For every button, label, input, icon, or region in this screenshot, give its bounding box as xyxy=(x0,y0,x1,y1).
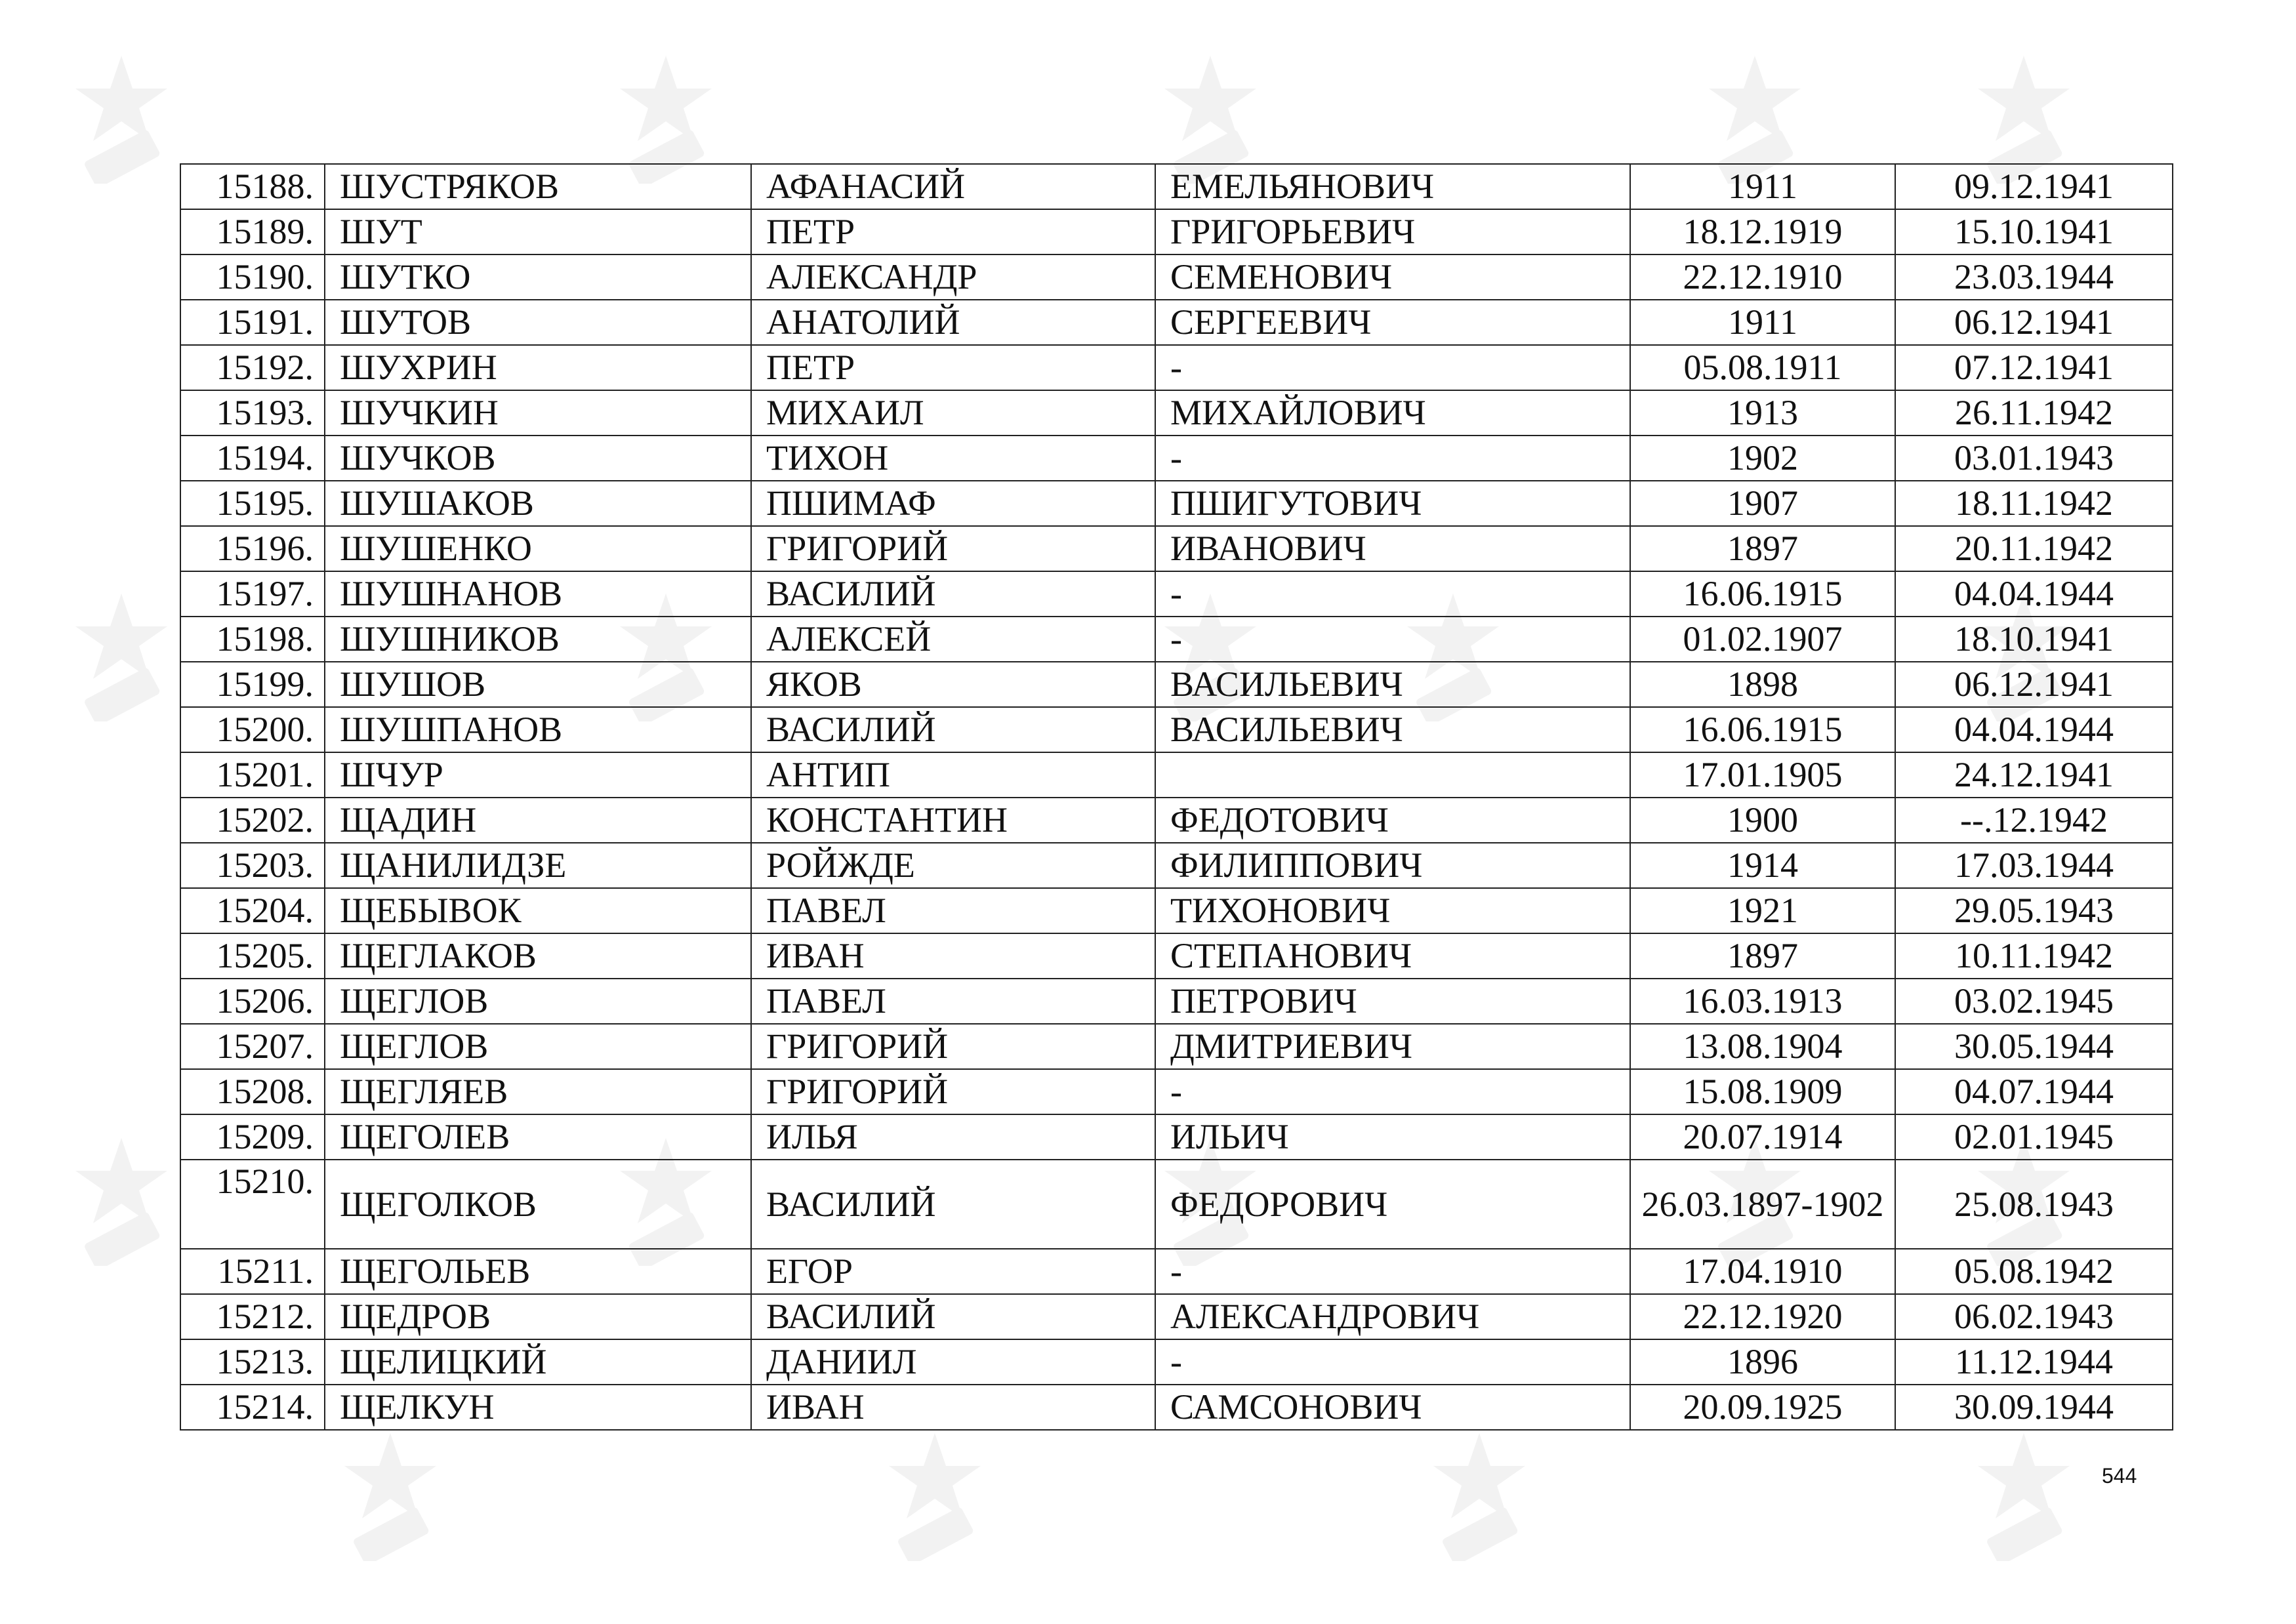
patronymic-cell: ФИЛИППОВИЧ xyxy=(1155,843,1630,888)
record-number-cell: 15189. xyxy=(180,209,325,254)
patronymic-cell: - xyxy=(1155,1069,1630,1114)
watermark-emblem xyxy=(72,52,171,184)
first-name-cell: ТИХОН xyxy=(751,436,1155,481)
death-date-cell: 05.08.1942 xyxy=(1895,1249,2173,1294)
patronymic-cell: ИВАНОВИЧ xyxy=(1155,526,1630,571)
table-row xyxy=(180,571,2173,617)
surname-cell: ШУШОВ xyxy=(325,662,751,707)
record-number-cell: 15191. xyxy=(180,300,325,345)
death-date-cell: 18.10.1941 xyxy=(1895,617,2173,662)
table-row xyxy=(180,1249,2173,1294)
patronymic-cell: ЕМЕЛЬЯНОВИЧ xyxy=(1155,164,1630,209)
surname-cell: ЩАНИЛИДЗЕ xyxy=(325,843,751,888)
first-name-cell: РОЙЖДЕ xyxy=(751,843,1155,888)
surname-cell: ШУШАКОВ xyxy=(325,481,751,526)
record-number-cell: 15193. xyxy=(180,390,325,436)
patronymic-cell: - xyxy=(1155,571,1630,617)
death-date-cell: 18.11.1942 xyxy=(1895,481,2173,526)
patronymic-cell: ВАСИЛЬЕВИЧ xyxy=(1155,662,1630,707)
birth-date-cell: 16.06.1915 xyxy=(1630,707,1895,752)
table-row xyxy=(180,1294,2173,1339)
patronymic-cell: ДМИТРИЕВИЧ xyxy=(1155,1024,1630,1069)
birth-date-cell: 1911 xyxy=(1630,300,1895,345)
record-number-cell: 15212. xyxy=(180,1294,325,1339)
first-name-cell: ВАСИЛИЙ xyxy=(751,707,1155,752)
first-name-cell: АНТИП xyxy=(751,752,1155,798)
birth-date-cell: 17.04.1910 xyxy=(1630,1249,1895,1294)
surname-cell: ЩЕДРОВ xyxy=(325,1294,751,1339)
table-row xyxy=(180,1069,2173,1114)
surname-cell: ЩЕГОЛКОВ xyxy=(325,1160,751,1249)
birth-date-cell: 22.12.1910 xyxy=(1630,254,1895,300)
first-name-cell: МИХАИЛ xyxy=(751,390,1155,436)
birth-date-cell: 16.03.1913 xyxy=(1630,979,1895,1024)
birth-date-cell: 1907 xyxy=(1630,481,1895,526)
first-name-cell: ДАНИИЛ xyxy=(751,1339,1155,1385)
patronymic-cell: - xyxy=(1155,436,1630,481)
record-number-cell: 15204. xyxy=(180,888,325,933)
table-row xyxy=(180,164,2173,209)
watermark-emblem xyxy=(1430,1430,1528,1561)
first-name-cell: КОНСТАНТИН xyxy=(751,798,1155,843)
surname-cell: ЩЕГОЛЕВ xyxy=(325,1114,751,1160)
record-number-cell: 15205. xyxy=(180,933,325,979)
table-row xyxy=(180,1339,2173,1385)
table-row xyxy=(180,300,2173,345)
table-row xyxy=(180,526,2173,571)
first-name-cell: ВАСИЛИЙ xyxy=(751,1294,1155,1339)
table-row xyxy=(180,254,2173,300)
death-date-cell: 06.02.1943 xyxy=(1895,1294,2173,1339)
table-row xyxy=(180,345,2173,390)
record-number-cell: 15190. xyxy=(180,254,325,300)
patronymic-cell xyxy=(1155,752,1630,798)
record-number-cell: 15211. xyxy=(180,1249,325,1294)
birth-date-cell: 1914 xyxy=(1630,843,1895,888)
record-number-cell: 15195. xyxy=(180,481,325,526)
death-date-cell: 04.04.1944 xyxy=(1895,571,2173,617)
page-number: 544 xyxy=(2102,1464,2137,1488)
death-date-cell: 30.09.1944 xyxy=(1895,1385,2173,1430)
watermark-emblem xyxy=(1975,1430,2073,1561)
birth-date-cell: 16.06.1915 xyxy=(1630,571,1895,617)
surname-cell: ШУШНАНОВ xyxy=(325,571,751,617)
death-date-cell: 03.02.1945 xyxy=(1895,979,2173,1024)
patronymic-cell: ФЕДОТОВИЧ xyxy=(1155,798,1630,843)
birth-date-cell: 1897 xyxy=(1630,933,1895,979)
table-row xyxy=(180,436,2173,481)
record-number-cell: 15198. xyxy=(180,617,325,662)
first-name-cell: АЛЕКСАНДР xyxy=(751,254,1155,300)
first-name-cell: ВАСИЛИЙ xyxy=(751,571,1155,617)
death-date-cell: 10.11.1942 xyxy=(1895,933,2173,979)
birth-date-cell: 17.01.1905 xyxy=(1630,752,1895,798)
death-date-cell: 17.03.1944 xyxy=(1895,843,2173,888)
surname-cell: ШУШНИКОВ xyxy=(325,617,751,662)
first-name-cell: ИВАН xyxy=(751,933,1155,979)
table-row xyxy=(180,1160,2173,1249)
table-row xyxy=(180,662,2173,707)
death-date-cell: 09.12.1941 xyxy=(1895,164,2173,209)
record-number-cell: 15188. xyxy=(180,164,325,209)
record-number-cell: 15206. xyxy=(180,979,325,1024)
patronymic-cell: АЛЕКСАНДРОВИЧ xyxy=(1155,1294,1630,1339)
table-row xyxy=(180,390,2173,436)
birth-date-cell: 18.12.1919 xyxy=(1630,209,1895,254)
record-number-cell: 15201. xyxy=(180,752,325,798)
death-date-cell: 26.11.1942 xyxy=(1895,390,2173,436)
surname-cell: ЩЕЛКУН xyxy=(325,1385,751,1430)
patronymic-cell: СЕРГЕЕВИЧ xyxy=(1155,300,1630,345)
patronymic-cell: ФЕДОРОВИЧ xyxy=(1155,1160,1630,1249)
first-name-cell: ПШИМАФ xyxy=(751,481,1155,526)
patronymic-cell: ИЛЬИЧ xyxy=(1155,1114,1630,1160)
table-row xyxy=(180,209,2173,254)
first-name-cell: ЕГОР xyxy=(751,1249,1155,1294)
birth-date-cell: 1900 xyxy=(1630,798,1895,843)
first-name-cell: ГРИГОРИЙ xyxy=(751,1024,1155,1069)
surname-cell: ШУЧКОВ xyxy=(325,436,751,481)
table-row xyxy=(180,1114,2173,1160)
first-name-cell: ГРИГОРИЙ xyxy=(751,526,1155,571)
first-name-cell: ИВАН xyxy=(751,1385,1155,1430)
record-number-cell: 15210. xyxy=(180,1160,325,1249)
patronymic-cell: СЕМЕНОВИЧ xyxy=(1155,254,1630,300)
first-name-cell: ПЕТР xyxy=(751,345,1155,390)
patronymic-cell: - xyxy=(1155,1249,1630,1294)
death-date-cell: 06.12.1941 xyxy=(1895,300,2173,345)
record-number-cell: 15214. xyxy=(180,1385,325,1430)
death-date-cell: 30.05.1944 xyxy=(1895,1024,2173,1069)
patronymic-cell: МИХАЙЛОВИЧ xyxy=(1155,390,1630,436)
first-name-cell: АЛЕКСЕЙ xyxy=(751,617,1155,662)
record-number-cell: 15199. xyxy=(180,662,325,707)
birth-date-cell: 20.09.1925 xyxy=(1630,1385,1895,1430)
table-row xyxy=(180,707,2173,752)
watermark-emblem xyxy=(341,1430,440,1561)
death-date-cell: 15.10.1941 xyxy=(1895,209,2173,254)
birth-date-cell: 13.08.1904 xyxy=(1630,1024,1895,1069)
watermark-emblem xyxy=(72,1135,171,1266)
table-row xyxy=(180,617,2173,662)
table-row xyxy=(180,481,2173,526)
birth-date-cell: 15.08.1909 xyxy=(1630,1069,1895,1114)
patronymic-cell: ПШИГУТОВИЧ xyxy=(1155,481,1630,526)
surname-cell: ШУЧКИН xyxy=(325,390,751,436)
memorial-list-table xyxy=(180,163,2173,1431)
record-number-cell: 15207. xyxy=(180,1024,325,1069)
first-name-cell: АНАТОЛИЙ xyxy=(751,300,1155,345)
table-row xyxy=(180,933,2173,979)
death-date-cell: 29.05.1943 xyxy=(1895,888,2173,933)
table-row xyxy=(180,798,2173,843)
table-row xyxy=(180,843,2173,888)
first-name-cell: ПАВЕЛ xyxy=(751,888,1155,933)
birth-date-cell: 1896 xyxy=(1630,1339,1895,1385)
surname-cell: ЩЕГЛЯЕВ xyxy=(325,1069,751,1114)
first-name-cell: АФАНАСИЙ xyxy=(751,164,1155,209)
death-date-cell: 04.07.1944 xyxy=(1895,1069,2173,1114)
surname-cell: ЩЕГЛАКОВ xyxy=(325,933,751,979)
death-date-cell: 04.04.1944 xyxy=(1895,707,2173,752)
watermark-emblem xyxy=(72,590,171,721)
death-date-cell: 07.12.1941 xyxy=(1895,345,2173,390)
surname-cell: ШУТОВ xyxy=(325,300,751,345)
surname-cell: ШЧУР xyxy=(325,752,751,798)
birth-date-cell: 01.02.1907 xyxy=(1630,617,1895,662)
death-date-cell: --.12.1942 xyxy=(1895,798,2173,843)
birth-date-cell: 1902 xyxy=(1630,436,1895,481)
patronymic-cell: ГРИГОРЬЕВИЧ xyxy=(1155,209,1630,254)
birth-date-cell: 22.12.1920 xyxy=(1630,1294,1895,1339)
table-row xyxy=(180,979,2173,1024)
patronymic-cell: - xyxy=(1155,345,1630,390)
birth-date-cell: 26.03.1897-1902 xyxy=(1630,1160,1895,1249)
patronymic-cell: - xyxy=(1155,617,1630,662)
record-number-cell: 15208. xyxy=(180,1069,325,1114)
patronymic-cell: ПЕТРОВИЧ xyxy=(1155,979,1630,1024)
record-number-cell: 15203. xyxy=(180,843,325,888)
patronymic-cell: СТЕПАНОВИЧ xyxy=(1155,933,1630,979)
record-number-cell: 15197. xyxy=(180,571,325,617)
surname-cell: ШУСТРЯКОВ xyxy=(325,164,751,209)
death-date-cell: 02.01.1945 xyxy=(1895,1114,2173,1160)
surname-cell: ЩЕГЛОВ xyxy=(325,979,751,1024)
birth-date-cell: 1898 xyxy=(1630,662,1895,707)
record-number-cell: 15196. xyxy=(180,526,325,571)
surname-cell: ШУШЕНКО xyxy=(325,526,751,571)
death-date-cell: 24.12.1941 xyxy=(1895,752,2173,798)
death-date-cell: 25.08.1943 xyxy=(1895,1160,2173,1249)
death-date-cell: 23.03.1944 xyxy=(1895,254,2173,300)
table-row xyxy=(180,1024,2173,1069)
first-name-cell: ЯКОВ xyxy=(751,662,1155,707)
surname-cell: ЩАДИН xyxy=(325,798,751,843)
surname-cell: ЩЕЛИЦКИЙ xyxy=(325,1339,751,1385)
birth-date-cell: 1913 xyxy=(1630,390,1895,436)
record-number-cell: 15200. xyxy=(180,707,325,752)
surname-cell: ЩЕБЫВОК xyxy=(325,888,751,933)
watermark-emblem xyxy=(886,1430,984,1561)
first-name-cell: ГРИГОРИЙ xyxy=(751,1069,1155,1114)
record-number-cell: 15194. xyxy=(180,436,325,481)
record-number-cell: 15202. xyxy=(180,798,325,843)
patronymic-cell: ТИХОНОВИЧ xyxy=(1155,888,1630,933)
table-body xyxy=(180,164,2173,1430)
birth-date-cell: 1911 xyxy=(1630,164,1895,209)
surname-cell: ШУШПАНОВ xyxy=(325,707,751,752)
surname-cell: ШУТ xyxy=(325,209,751,254)
first-name-cell: ПАВЕЛ xyxy=(751,979,1155,1024)
first-name-cell: ПЕТР xyxy=(751,209,1155,254)
table-row xyxy=(180,752,2173,798)
birth-date-cell: 1897 xyxy=(1630,526,1895,571)
surname-cell: ЩЕГОЛЬЕВ xyxy=(325,1249,751,1294)
surname-cell: ЩЕГЛОВ xyxy=(325,1024,751,1069)
first-name-cell: ИЛЬЯ xyxy=(751,1114,1155,1160)
patronymic-cell: - xyxy=(1155,1339,1630,1385)
record-number-cell: 15192. xyxy=(180,345,325,390)
record-number-cell: 15209. xyxy=(180,1114,325,1160)
surname-cell: ШУТКО xyxy=(325,254,751,300)
birth-date-cell: 05.08.1911 xyxy=(1630,345,1895,390)
death-date-cell: 03.01.1943 xyxy=(1895,436,2173,481)
birth-date-cell: 20.07.1914 xyxy=(1630,1114,1895,1160)
death-date-cell: 06.12.1941 xyxy=(1895,662,2173,707)
patronymic-cell: ВАСИЛЬЕВИЧ xyxy=(1155,707,1630,752)
patronymic-cell: САМСОНОВИЧ xyxy=(1155,1385,1630,1430)
table-row xyxy=(180,1385,2173,1430)
record-number-cell: 15213. xyxy=(180,1339,325,1385)
death-date-cell: 11.12.1944 xyxy=(1895,1339,2173,1385)
first-name-cell: ВАСИЛИЙ xyxy=(751,1160,1155,1249)
table-row xyxy=(180,888,2173,933)
surname-cell: ШУХРИН xyxy=(325,345,751,390)
birth-date-cell: 1921 xyxy=(1630,888,1895,933)
death-date-cell: 20.11.1942 xyxy=(1895,526,2173,571)
